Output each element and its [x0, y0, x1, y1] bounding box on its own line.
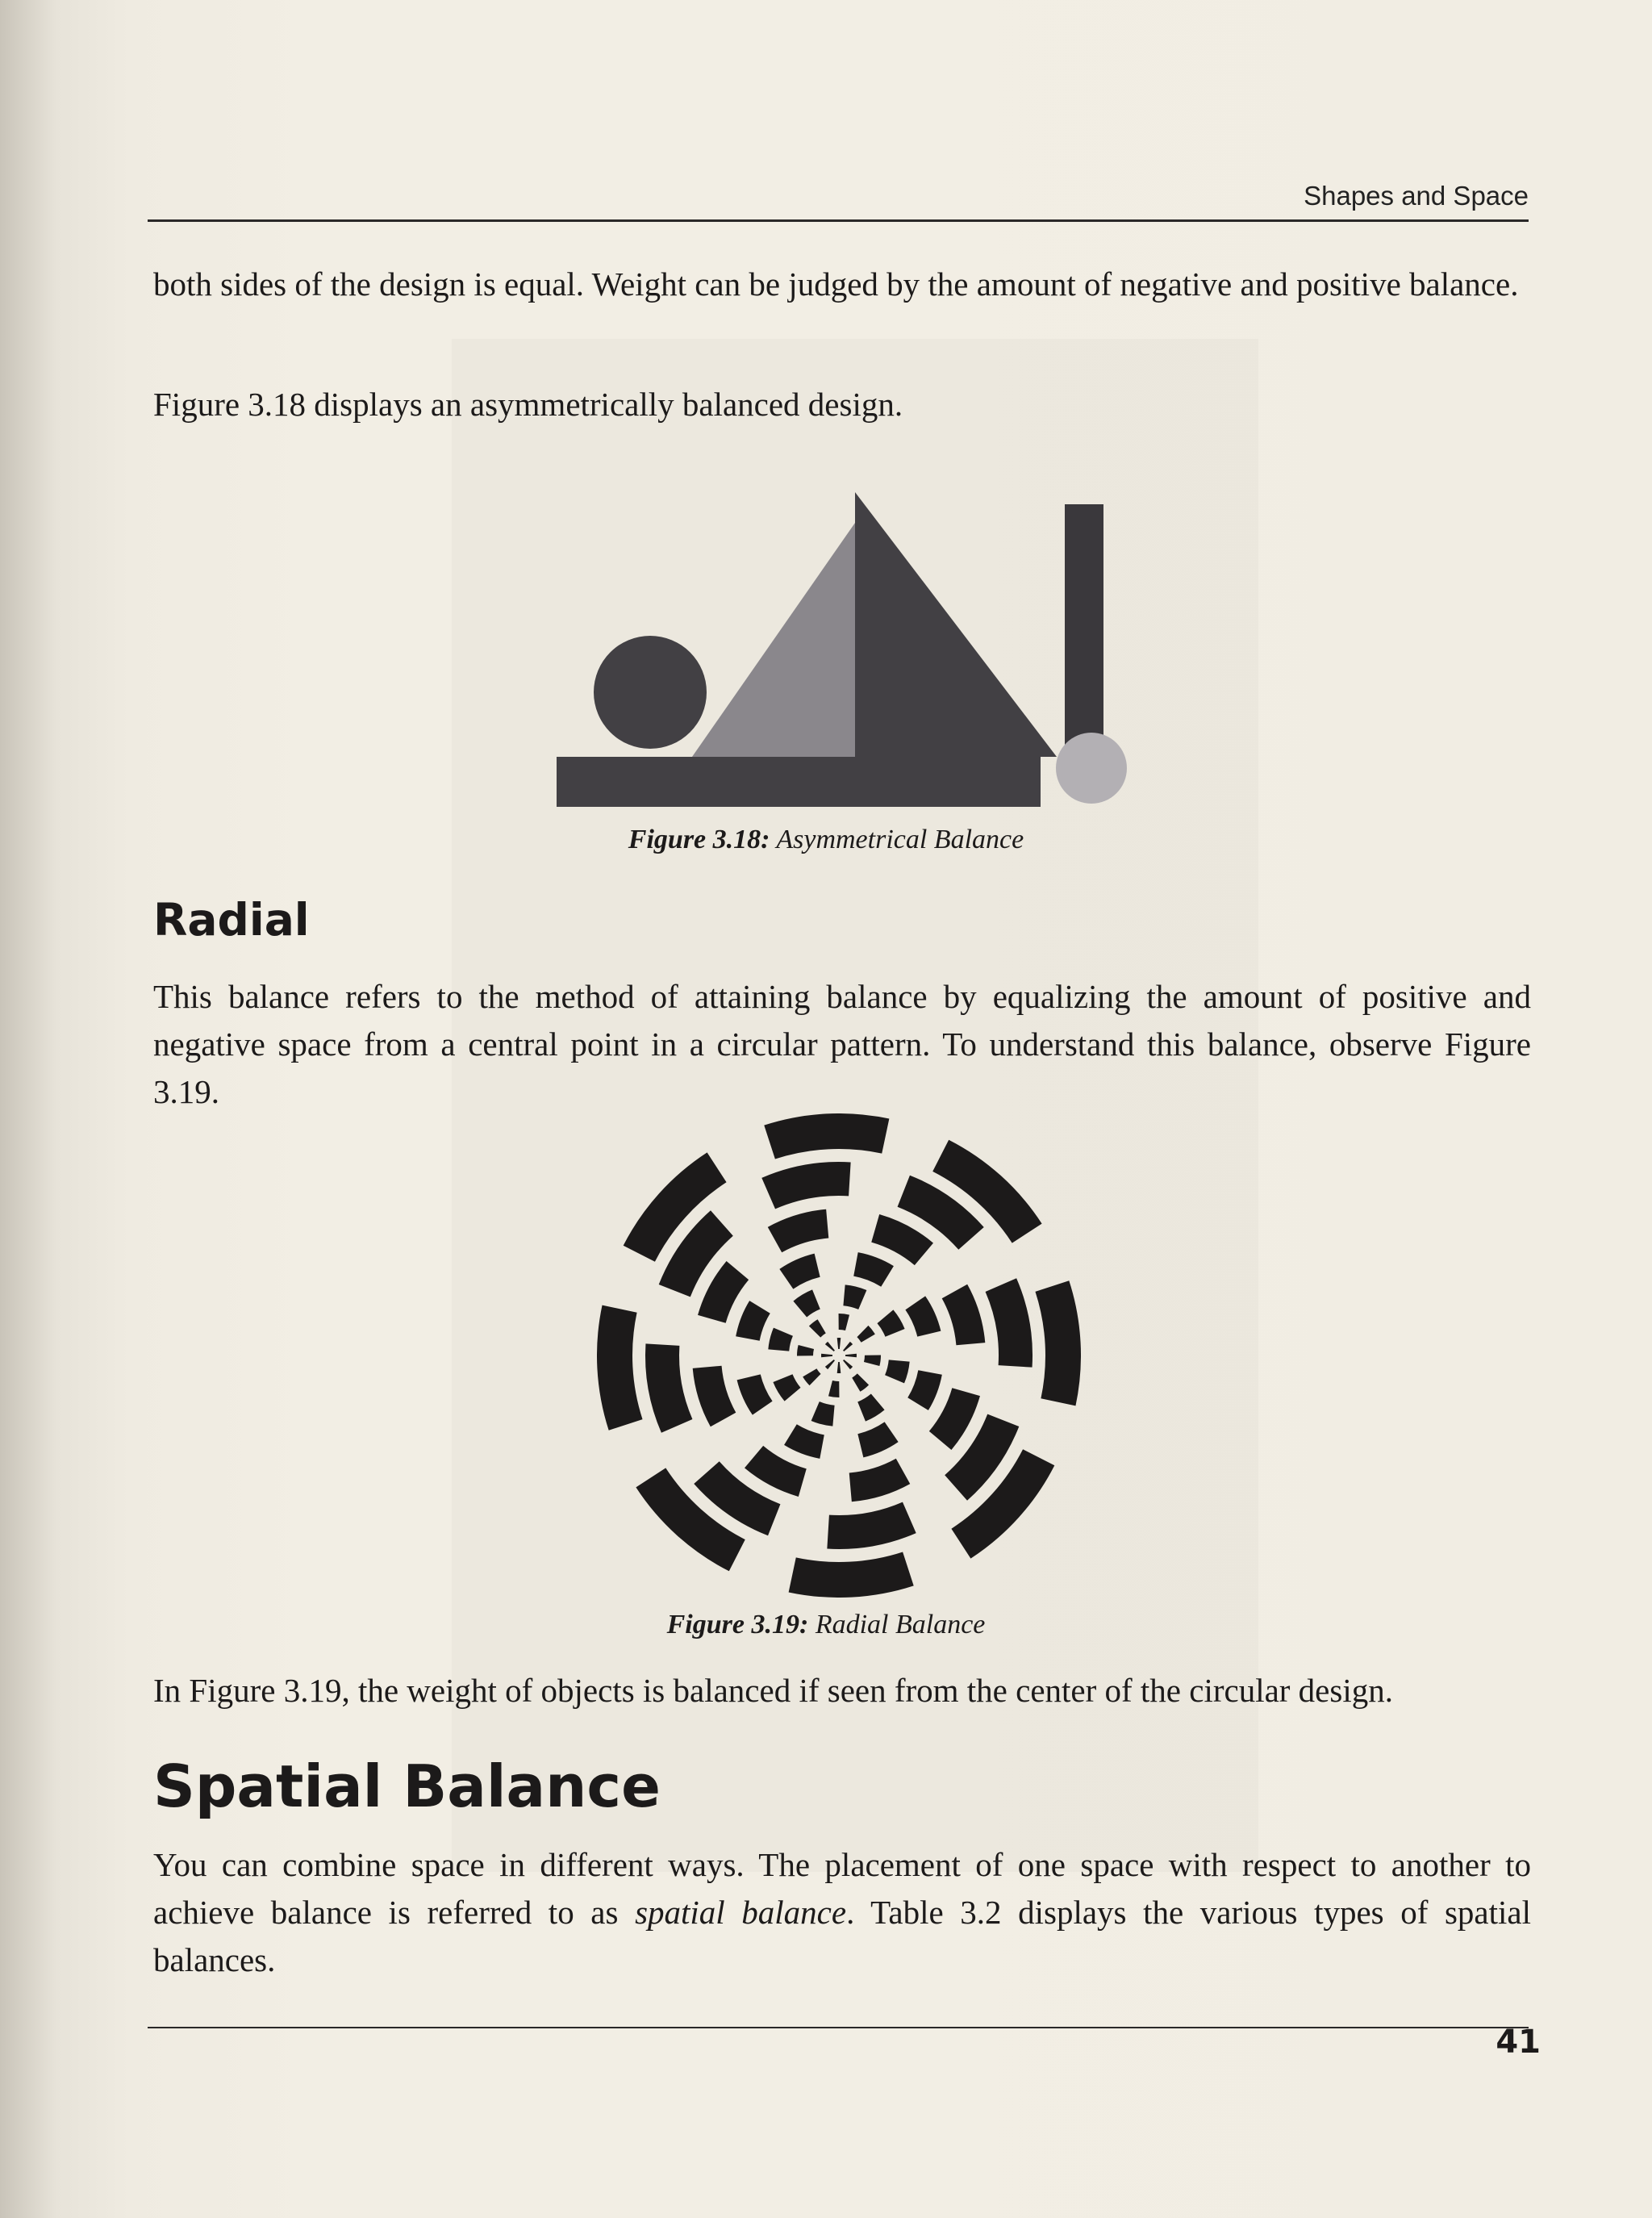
light-triangle [692, 523, 855, 757]
radial-segment [597, 1305, 643, 1431]
radial-segment [839, 1314, 849, 1330]
section-heading-radial: Radial [153, 894, 310, 946]
radial-segment [779, 1254, 820, 1289]
paragraph-figure-318-intro: Figure 3.18 displays an asymmetrically balanced design. [153, 386, 903, 423]
asymmetrical-balance-figure [549, 484, 1137, 815]
radial-segment [864, 1355, 881, 1366]
paragraph-spatial-balance [153, 1841, 1531, 1984]
radial-segment [857, 1326, 874, 1343]
radial-segment [843, 1360, 853, 1369]
radial-segment [942, 1284, 986, 1346]
radial-segment [837, 1362, 841, 1373]
radial-segment [821, 1354, 832, 1358]
radial-segment [745, 1446, 807, 1497]
spatial-text-after: . Table 3.2 displays the various types of spatial balances. [153, 1894, 1531, 1978]
paragraph-continued: both sides of the design is equal. Weight can be judged by the amount of negative and positive balance. [153, 265, 1519, 303]
running-head: Shapes and Space [1304, 181, 1529, 211]
radial-segment [871, 1214, 933, 1265]
dark-circle [594, 636, 707, 749]
radial-balance-figure [597, 1113, 1081, 1598]
radial-segment [828, 1381, 839, 1397]
radial-segment [809, 1319, 826, 1337]
figure-319-label: Figure 3.19: [666, 1610, 809, 1639]
figure-318-title: Asymmetrical Balance [776, 825, 1024, 854]
radial-segment [907, 1370, 942, 1410]
base-bar [557, 757, 1041, 807]
radial-segment [811, 1401, 835, 1426]
radial-segment [986, 1278, 1032, 1367]
dark-right-triangle [855, 492, 1057, 757]
radial-segment [843, 1342, 853, 1351]
paragraph-radial-weight: In Figure 3.19, the weight of objects is balanced if seen from the center of the circular design. [153, 1672, 1393, 1709]
radial-segment [693, 1366, 736, 1427]
radial-segment [827, 1502, 916, 1549]
radial-segment [905, 1296, 941, 1336]
radial-segment [736, 1301, 770, 1341]
section-heading-spatial-balance: Spatial Balance [153, 1752, 661, 1820]
radial-segment [877, 1309, 904, 1336]
radial-segment [853, 1252, 894, 1287]
radial-segment [789, 1552, 914, 1598]
figure-319-caption [0, 1610, 1652, 1640]
radial-segment [857, 1422, 898, 1457]
radial-segment [768, 1328, 793, 1351]
radial-segment [768, 1209, 829, 1253]
radial-segment [825, 1360, 835, 1369]
figure-318-caption [0, 825, 1652, 855]
radial-segment [797, 1345, 814, 1355]
radial-segment [793, 1289, 820, 1317]
radial-segment [857, 1393, 884, 1421]
radial-segment [837, 1338, 841, 1349]
figure-318-label: Figure 3.18: [628, 825, 770, 854]
radial-segment [885, 1360, 910, 1383]
header-rule [148, 219, 1529, 222]
radial-segment [845, 1354, 857, 1358]
paragraph-radial: This balance refers to the method of attaining balance by equalizing the amount of positive and negative space from a central point in a circular pattern. To understand this balance, observe Figure 3.19. [153, 978, 1531, 1110]
radial-segment [773, 1374, 800, 1401]
tall-bar [1065, 504, 1103, 758]
light-circle [1056, 733, 1127, 804]
radial-segment [737, 1374, 773, 1414]
spatial-balance-term: spatial balance [635, 1894, 847, 1931]
spatial-text-before: You can combine space in different ways. The placement of one space with respect to another to achieve balance is referred to as [153, 1846, 1531, 1931]
page-number: 41 [1496, 2024, 1541, 2061]
radial-segment [698, 1261, 749, 1323]
radial-segment [929, 1388, 980, 1450]
figure-319-title: Radial Balance [815, 1610, 986, 1639]
radial-segment [852, 1373, 869, 1391]
footer-rule [148, 2027, 1529, 2028]
radial-segment [849, 1459, 911, 1502]
radial-segment [761, 1162, 850, 1209]
radial-segment [843, 1284, 866, 1309]
radial-segment [825, 1342, 835, 1351]
radial-segment [1035, 1280, 1081, 1406]
radial-segment [645, 1343, 692, 1432]
radial-segment [803, 1368, 820, 1385]
radial-segment [784, 1424, 824, 1459]
radial-segment [764, 1113, 889, 1159]
